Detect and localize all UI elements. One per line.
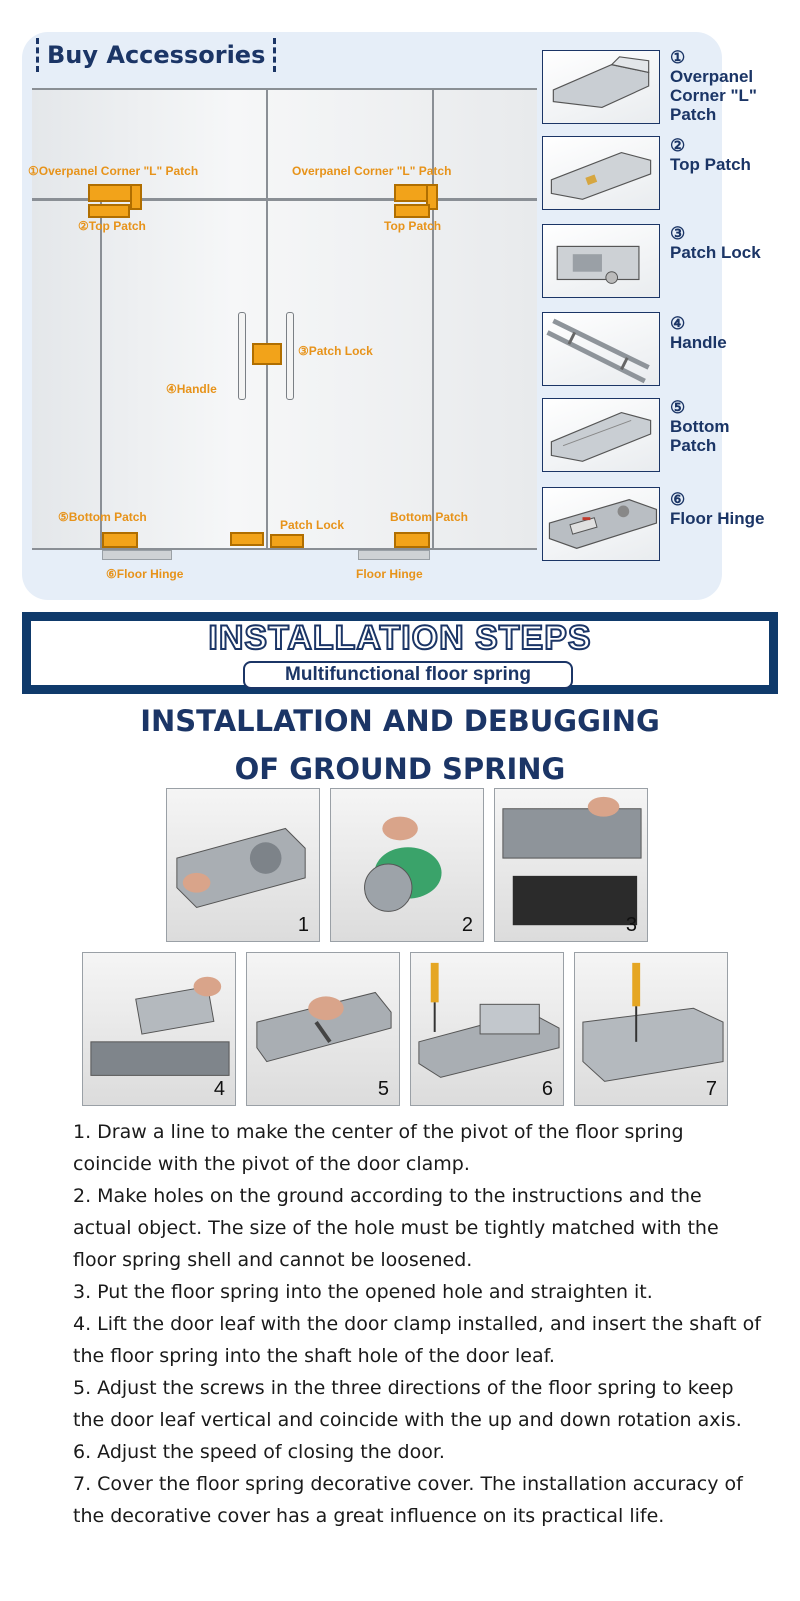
step-photo-number: 4 bbox=[213, 1078, 225, 1100]
top-patch-icon[interactable] bbox=[542, 136, 660, 210]
step-photo-4 bbox=[82, 952, 236, 1106]
top-patch-right bbox=[394, 204, 430, 218]
bottom-patch-left bbox=[102, 532, 138, 548]
overpanel-corner-patch-icon[interactable] bbox=[542, 50, 660, 124]
callout-patch-lock-bottom: Patch Lock bbox=[280, 518, 345, 532]
banner-subtitle: Multifunctional floor spring bbox=[243, 661, 573, 689]
step-7: 7. Cover the floor spring decorative cover. The installation accuracy of the decorative cover has a great influence on its practical life. bbox=[73, 1473, 743, 1527]
patch-lock-bottom-right bbox=[270, 534, 304, 548]
step-photo-number: 2 bbox=[461, 914, 473, 936]
callout-top-patch-left: ②Top Patch bbox=[78, 219, 146, 233]
banner-title: INSTALLATION STEPS bbox=[208, 619, 592, 657]
door-handle-left bbox=[238, 312, 246, 400]
step-photo-number: 3 bbox=[625, 914, 637, 936]
item-top-patch-label: ② Top Patch bbox=[670, 136, 751, 174]
installation-steps bbox=[73, 1116, 763, 1532]
step-2: 2. Make holes on the ground according to the instructions and the actual object. The size of the hole must be tightly matched with the floor spring shell and cannot be loosened. bbox=[73, 1185, 719, 1271]
handle-icon[interactable] bbox=[542, 312, 660, 386]
floor-hinge-plate-left bbox=[102, 550, 172, 560]
step-1: 1. Draw a line to make the center of the pivot of the floor spring coincide with the pivot of the door clamp. bbox=[73, 1121, 684, 1175]
bottom-patch-icon[interactable] bbox=[542, 398, 660, 472]
step-4: 4. Lift the door leaf with the door clamp installed, and insert the shaft of the floor spring into the shaft hole of the door leaf. bbox=[73, 1313, 761, 1367]
item-overpanel-label: ① Overpanel Corner "L" Patch bbox=[670, 48, 757, 124]
top-patch-left bbox=[88, 204, 130, 218]
callout-overpanel-left: ①Overpanel Corner "L" Patch bbox=[28, 164, 199, 178]
door-center-edge bbox=[266, 88, 268, 548]
step-6: 6. Adjust the speed of closing the door. bbox=[73, 1441, 445, 1463]
callout-floor-hinge-right: Floor Hinge bbox=[356, 567, 423, 581]
item-bottom-patch-label: ⑤ Bottom Patch bbox=[670, 398, 730, 455]
callout-top-patch-right: Top Patch bbox=[384, 219, 442, 233]
step-5: 5. Adjust the screws in the three directions of the floor spring to keep the door leaf vertical and coincide with the up and down rotation axis. bbox=[73, 1377, 742, 1431]
step-photo-6 bbox=[410, 952, 564, 1106]
door-right-edge bbox=[432, 88, 434, 548]
heading-line-2: OF GROUND SPRING bbox=[234, 752, 566, 786]
accessories-title: Buy Accessories bbox=[36, 38, 276, 72]
heading-line-1: INSTALLATION AND DEBUGGING bbox=[140, 704, 660, 738]
step-photo-2 bbox=[330, 788, 484, 942]
callout-bottom-patch-left: ⑤Bottom Patch bbox=[58, 510, 147, 524]
item-floor-hinge-label: ⑥ Floor Hinge bbox=[670, 490, 765, 528]
patch-lock-bottom-left bbox=[230, 532, 264, 546]
overpanel-patch-left-leg bbox=[130, 184, 142, 210]
bottom-patch-right bbox=[394, 532, 430, 548]
door-handle-right bbox=[286, 312, 294, 400]
step-photo-1 bbox=[166, 788, 320, 942]
patch-lock-icon[interactable] bbox=[542, 224, 660, 298]
patch-lock-middle bbox=[252, 343, 282, 365]
callout-floor-hinge-left: ⑥Floor Hinge bbox=[106, 567, 184, 581]
step-3: 3. Put the floor spring into the opened hole and straighten it. bbox=[73, 1281, 653, 1303]
item-handle-label: ④ Handle bbox=[670, 314, 727, 352]
callout-bottom-patch-right: Bottom Patch bbox=[390, 510, 468, 524]
step-photo-7 bbox=[574, 952, 728, 1106]
item-patch-lock-label: ③ Patch Lock bbox=[670, 224, 761, 262]
door-left-edge bbox=[100, 200, 102, 548]
step-photo-3 bbox=[494, 788, 648, 942]
floor-hinge-icon[interactable] bbox=[542, 487, 660, 561]
callout-handle: ④Handle bbox=[166, 382, 217, 396]
floor-hinge-plate-right bbox=[358, 550, 430, 560]
installation-banner bbox=[22, 612, 778, 694]
callout-overpanel-right: Overpanel Corner "L" Patch bbox=[292, 164, 452, 178]
glass-wall bbox=[32, 88, 537, 548]
callout-patch-lock: ③Patch Lock bbox=[298, 344, 373, 358]
step-photo-number: 6 bbox=[541, 1078, 553, 1100]
glass-door-diagram bbox=[28, 88, 537, 581]
step-photo-5 bbox=[246, 952, 400, 1106]
step-photo-number: 7 bbox=[705, 1078, 717, 1100]
step-photo-number: 5 bbox=[377, 1078, 389, 1100]
step-photo-number: 1 bbox=[297, 914, 309, 936]
ceiling-line bbox=[32, 88, 537, 90]
